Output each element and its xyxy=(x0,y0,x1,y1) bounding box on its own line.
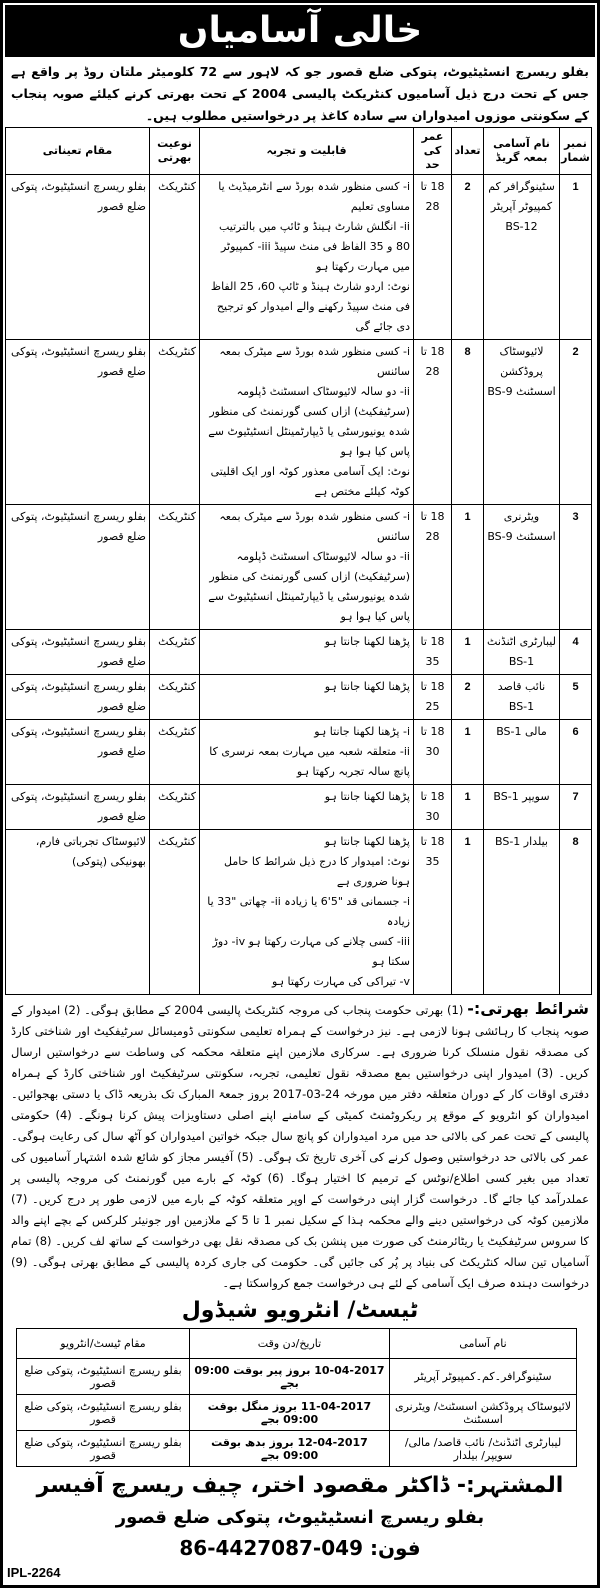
qualification xyxy=(200,505,414,630)
recruitment-type: کنٹریکٹ xyxy=(150,630,200,675)
table-row xyxy=(6,630,592,675)
schedule-date: 12-04-2017 بروز بدھ بوقت 09:00 بجے xyxy=(190,1431,390,1467)
intro-text: بفلو ریسرچ انسٹیٹیوٹ، پتوکی ضلع قصور جو کہ لاہور سے 72 کلومیٹر ملتان روڈ پر واقع ہے جس کے تحت درج ذیل آسامیوں کنٹریکٹ پالیسی 2004 کے تحت بھرتی کرنے کیلئے صوبہ پنجاب کے سکونتی موزوں امیدواران سے سادہ کاغذ پر درخواستیں مطلوب ہیں۔ xyxy=(11,64,589,123)
qualification-line: ii- دو سالہ لائیوسٹاک اسسٹنٹ ڈپلومہ (سرٹیفکیٹ) ازاں کسی گورنمنٹ کی منظور شدہ یونیورسٹی یا ڈیپارٹمینٹل انسٹیٹیوٹ سے پاس کیا ہوا ہو xyxy=(208,550,410,623)
age-limit: 18 تا 28 xyxy=(414,505,452,630)
serial-number: 5 xyxy=(560,675,592,720)
table-row xyxy=(6,175,592,340)
posting-place: لائیوسٹاک تجرباتی فارم، بھونیکی (پتوکی) xyxy=(6,830,150,995)
age-limit: 18 تا 35 xyxy=(414,830,452,995)
qualification xyxy=(200,785,414,830)
header-cell: نام آسامی xyxy=(390,1329,577,1359)
serial-number: 8 xyxy=(560,830,592,995)
schedule-row xyxy=(17,1395,577,1431)
qualification xyxy=(200,830,414,995)
post-count: 1 xyxy=(452,630,484,675)
recruitment-type: کنٹریکٹ xyxy=(150,785,200,830)
table-row xyxy=(6,785,592,830)
qualification xyxy=(200,720,414,785)
recruitment-type: کنٹریکٹ xyxy=(150,505,200,630)
schedule-post: لیبارٹری اٹنڈنٹ/ نائب قاصد/ مالی/ سویپر/ بیلدار xyxy=(390,1431,577,1467)
age-limit: 18 تا 28 xyxy=(414,175,452,340)
post-name: بیلدار BS-1 xyxy=(484,830,560,995)
vacancies-table xyxy=(5,127,592,995)
recruitment-conditions xyxy=(3,995,597,1294)
recruitment-type: کنٹریکٹ xyxy=(150,175,200,340)
recruitment-type: کنٹریکٹ xyxy=(150,340,200,505)
schedule-venue: بفلو ریسرچ انسٹیٹیوٹ، پتوکی ضلع قصور xyxy=(17,1395,190,1431)
post-count: 1 xyxy=(452,505,484,630)
posting-place: بفلو ریسرچ انسٹیٹیوٹ، پتوکی ضلع قصور xyxy=(6,630,150,675)
ad-title: خالی آسامیاں xyxy=(5,5,595,57)
schedule-title: ٹیسٹ/ انٹرویو شیڈول xyxy=(181,1298,419,1323)
qualification-line: ii- انگلش شارٹ ہینڈ و ٹائپ میں بالترتیب 80 و 35 الفاظ فی منٹ سپیڈ iii- کمپیوٹر میں مہارت رکھتا ہو xyxy=(218,220,410,273)
qualification-line: پڑھنا لکھنا جانتا ہو xyxy=(324,835,410,848)
post-name: نائب قاصد BS-1 xyxy=(484,675,560,720)
posting-place: بفلو ریسرچ انسٹیٹیوٹ، پتوکی ضلع قصور xyxy=(6,340,150,505)
schedule-table xyxy=(16,1328,577,1467)
age-limit: 18 تا 28 xyxy=(414,340,452,505)
posting-place: بفلو ریسرچ انسٹیٹیوٹ، پتوکی ضلع قصور xyxy=(6,720,150,785)
serial-number: 2 xyxy=(560,340,592,505)
advertiser-name: المشتہر:- ڈاکٹر مقصود اختر، چیف ریسرچ آفیسر xyxy=(36,1473,564,1498)
schedule-header-row xyxy=(17,1329,577,1359)
header-cell: نمبر شمار xyxy=(560,128,592,175)
posting-place: بفلو ریسرچ انسٹیٹیوٹ، پتوکی ضلع قصور xyxy=(6,505,150,630)
qualification-line: پڑھنا لکھنا جانتا ہو xyxy=(324,680,410,693)
header-cell: مقام تعیناتی xyxy=(6,128,150,175)
header-cell: مقام ٹیسٹ/انٹرویو xyxy=(17,1329,190,1359)
ad-code: IPL-2264 xyxy=(7,1565,61,1580)
schedule-row xyxy=(17,1431,577,1467)
conditions-heading: شرائط بھرتی:- xyxy=(467,999,590,1018)
header-cell: نوعیت بھرتی xyxy=(150,128,200,175)
schedule-date: 10-04-2017 بروز پیر بوقت 09:00 بجے xyxy=(190,1359,390,1395)
header-cell: نام آسامی بمعہ گریڈ xyxy=(484,128,560,175)
posting-place: بفلو ریسرچ انسٹیٹیوٹ، پتوکی ضلع قصور xyxy=(6,675,150,720)
header-cell: قابلیت و تجربہ xyxy=(200,128,414,175)
advertiser-institute: بفلو ریسرچ انسٹیٹیوٹ، پتوکی ضلع قصور xyxy=(115,1507,485,1528)
qualification xyxy=(200,340,414,505)
age-limit: 18 تا 30 xyxy=(414,785,452,830)
qualification-line: iii- کسی چلانے کی مہارت رکھتا ہو iv- دوڑ سکتا ہو xyxy=(212,935,410,968)
qualification-line: پڑھنا لکھنا جانتا ہو xyxy=(324,635,410,648)
qualification-line: i- کسی منظور شدہ بورڈ سے انٹرمیڈیٹ یا مساوی تعلیم xyxy=(218,180,410,213)
table-row xyxy=(6,340,592,505)
qualification-line: v- تیراکی کی مہارت رکھتا ہو xyxy=(271,975,410,988)
post-name: سویپر BS-1 xyxy=(484,785,560,830)
serial-number: 6 xyxy=(560,720,592,785)
serial-number: 3 xyxy=(560,505,592,630)
qualification xyxy=(200,630,414,675)
post-count: 1 xyxy=(452,785,484,830)
serial-number: 4 xyxy=(560,630,592,675)
header-cell: عمر کی حد xyxy=(414,128,452,175)
table-row xyxy=(6,720,592,785)
serial-number: 1 xyxy=(560,175,592,340)
schedule-venue: بفلو ریسرچ انسٹیٹیوٹ، پتوکی ضلع قصور xyxy=(17,1431,190,1467)
schedule-row xyxy=(17,1359,577,1395)
qualification-line: پڑھنا لکھنا جانتا ہو xyxy=(324,790,410,803)
schedule-post: سٹینوگرافر۔کم۔کمپیوٹر آپریٹر xyxy=(390,1359,577,1395)
table-row xyxy=(6,505,592,630)
post-name: سٹینوگرافر کم کمپیوٹر آپریٹر BS-12 xyxy=(484,175,560,340)
schedule-date: 11-04-2017 بروز منگل بوقت 09:00 بجے xyxy=(190,1395,390,1431)
posting-place: بفلو ریسرچ انسٹیٹیوٹ، پتوکی ضلع قصور xyxy=(6,785,150,830)
qualification-line: i- پڑھنا لکھنا جانتا ہو xyxy=(314,725,410,738)
qualification-line: نوٹ: امیدوار کا درج ذیل شرائط کا حامل ہونا ضروری ہے xyxy=(223,855,410,888)
recruitment-type: کنٹریکٹ xyxy=(150,675,200,720)
age-limit: 18 تا 35 xyxy=(414,630,452,675)
qualification-line: نوٹ: اردو شارٹ ہینڈ و ٹائپ 60، 25 الفاظ فی منٹ سپیڈ رکھنے والے امیدوار کو ترجیح دی جائے گی xyxy=(210,280,410,333)
qualification-line: i- جسمانی قد "5'6 یا زیادہ ii- چھاتی "33 یا زیادہ xyxy=(207,895,410,928)
post-count: 8 xyxy=(452,340,484,505)
age-limit: 18 تا 30 xyxy=(414,720,452,785)
qualification-line: ii- دو سالہ لائیوسٹاک اسسٹنٹ ڈپلومہ (سرٹیفکیٹ) ازاں کسی گورنمنٹ کی منظور شدہ یونیورسٹی یا ڈیپارٹمینٹل انسٹیٹیوٹ سے پاس کیا ہوا ہو xyxy=(208,385,410,458)
header-cell: تعداد xyxy=(452,128,484,175)
advertiser-phone: فون: 049-4427087-86 xyxy=(179,1536,421,1560)
qualification-line: ii- متعلقہ شعبہ میں مہارت بمعہ نرسری کا پانچ سالہ تجربہ رکھتا ہو xyxy=(209,745,410,778)
age-limit: 18 تا 25 xyxy=(414,675,452,720)
post-name: لائیوسٹاک پروڈکشن اسسٹنٹ BS-9 xyxy=(484,340,560,505)
post-count: 1 xyxy=(452,830,484,995)
table-row xyxy=(6,675,592,720)
post-count: 2 xyxy=(452,675,484,720)
conditions-text: (1) بھرتی حکومت پنجاب کی مروجہ کنٹریکٹ پالیسی 2004 کے مطابق ہوگی۔ (2) امیدوار کے صوبہ پنجاب کا رہائشی ہونا لازمی ہے۔ نیز درخواست کے ہمراہ تعلیمی سکونتی ڈومیسائل سرٹیفکیٹ اور شناختی کارڈ کی مصدقہ نقول منسلک کرنا ضروری ہے۔ سرکاری ملازمین اپنے متعلقہ محکمہ کی وساطت سے درخواستیں ارسال کریں۔ (3) امیدوار اپنی درخواستیں بمع مصدقہ نقول تعلیمی، تجربہ، سکونتی سرٹیفکیٹ اور شناختی کارڈ کے ہمراہ دفتری اوقات کار کے دوران متعلقہ دفتر میں مورخہ 24-03-2017 بروز جمعۃ المبارک تک بذریعہ ڈاک یا دستی بھجوائیں۔ امیدواران کو انٹرویو کے موقع پر ریکروٹمنٹ کمیٹی کے سامنے اپنے اصلی دستاویزات پیش کرنا ہونگے۔ (4) حکومتی پالیسی کے تحت عمر کی بالائی حد میں مرد امیدواران کو پانچ سال جبکہ خواتین امیدواران کو آٹھ سال کی رعایت ہوگی۔ عمر کی بالائی حد درخواستیں وصول کرنے کی آخری تاریخ تک ہوگی۔ (5) آفیسر مجاز کو شائع شدہ اشتہار آسامیوں کی تعداد میں بغیر کسی اطلاع/نوٹس کے ترمیم کا اختیار ہوگا۔ (6) کوٹہ کے بارے میں گورنمنٹ کی مروجہ پالیسی پر عملدرآمد کیا جائے گا۔ درخواست گزار اپنی درخواست کے اوپر متعلقہ کوٹہ کے بارے میں لازمی طور پر درج کریں۔ (7) ملازمین کوٹہ کی درخواستیں دینے والے محکمہ ہذا کے سکیل نمبر 1 تا 5 کے ملازمین اور جونیئر کلرکس کے بچے اپنے والد کا سروس سرٹیفکیٹ یا ریٹائرمنٹ کی صورت میں پنشن بک کی مصدقہ نقل بھی درخواست کے ساتھ لف کریں۔ (8) تمام آسامیاں تین سالہ کنٹریکٹ کی بنیاد پر پُر کی جائیں گی۔ حکومت کی جاری کردہ پالیسی کے مطابق بھرتی ہوگی۔ (9) درخواست دہندہ صرف ایک آسامی کے لئے ہی درخواست جمع کرواسکتا ہے۔ xyxy=(11,1003,590,1290)
post-name: لیبارٹری اٹنڈنٹ BS-1 xyxy=(484,630,560,675)
table-header-row xyxy=(6,128,592,175)
serial-number: 7 xyxy=(560,785,592,830)
post-name: مالی BS-1 xyxy=(484,720,560,785)
posting-place: بفلو ریسرچ انسٹیٹیوٹ، پتوکی ضلع قصور xyxy=(6,175,150,340)
post-name: ویٹرنری اسسٹنٹ BS-9 xyxy=(484,505,560,630)
recruitment-type: کنٹریکٹ xyxy=(150,720,200,785)
post-count: 2 xyxy=(452,175,484,340)
post-count: 1 xyxy=(452,720,484,785)
qualification xyxy=(200,175,414,340)
table-row xyxy=(6,830,592,995)
schedule-venue: بفلو ریسرچ انسٹیٹیوٹ، پتوکی ضلع قصور xyxy=(17,1359,190,1395)
advertiser-block xyxy=(3,1469,597,1563)
qualification-line: i- کسی منظور شدہ بورڈ سے میٹرک بمعہ سائنس xyxy=(219,510,410,543)
qualification xyxy=(200,675,414,720)
schedule-post: لائیوسٹاک پروڈکشن اسسٹنٹ/ ویٹرنری اسسٹنٹ xyxy=(390,1395,577,1431)
recruitment-type: کنٹریکٹ xyxy=(150,830,200,995)
header-cell: تاریخ/دن وقت xyxy=(190,1329,390,1359)
qualification-line: i- کسی منظور شدہ بورڈ سے میٹرک بمعہ سائنس xyxy=(219,345,410,378)
qualification-line: نوٹ: ایک آسامی معذور کوٹہ اور ایک اقلیتی کوٹہ کیلئے مختص ہے xyxy=(210,465,410,498)
